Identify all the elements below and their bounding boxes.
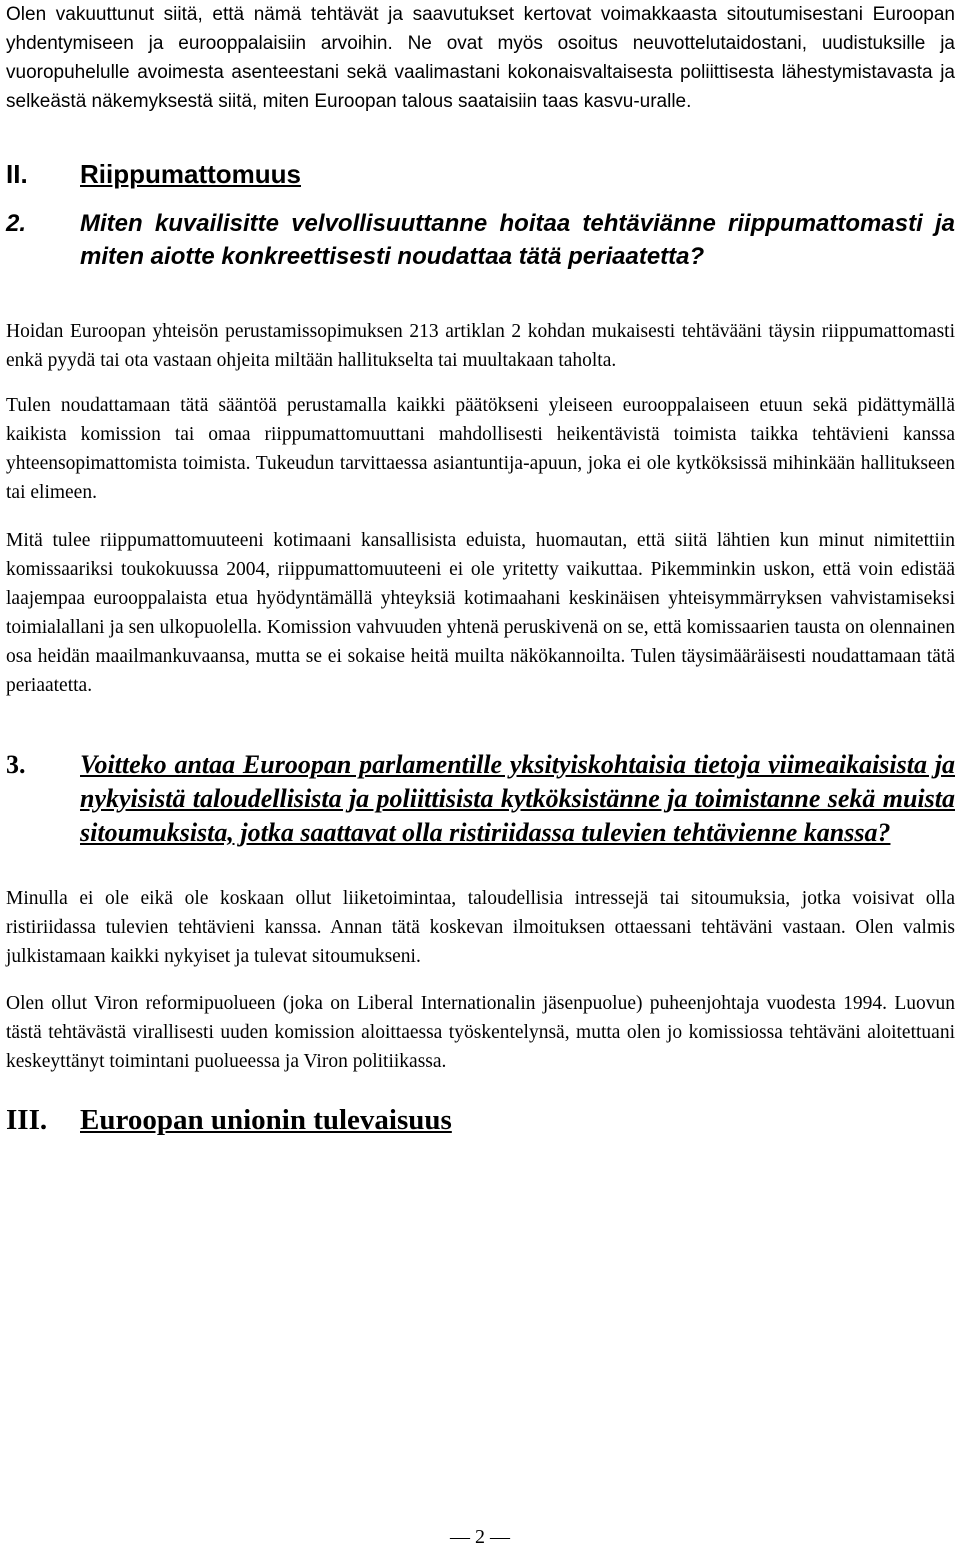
question-number: 2.	[6, 210, 27, 237]
answer-paragraph: Mitä tulee riippumattomuuteeni kotimaani kansallisista eduista, huomautan, että siitä lähtien kun minut nimitettiin komissaariksi toukokuussa 2004, riippumattomuuteeni ei ole yritetty vaikuttaa. Pikemminkin uskon, että voin edistää laajempaa eurooppalaista etua hyödyntämällä yhteyksiä kotimaahani keskinäisen yhteisymmärryksen vahvistamiseksi toimialallani ja sen ulkopuolella. Komission vahvuuden yhtenä peruskivenä on se, että komissaarien tausta on olennainen osa heidän maailmankuvaansa, mutta se ei sokaise heitä muilta näkökannoilta. Tulen täysimääräisesti noudattamaan tätä periaatetta.	[6, 530, 955, 696]
question-number: 3.	[6, 750, 26, 779]
section-heading-independence	[6, 158, 955, 190]
question-text: Miten kuvailisitte velvollisuuttanne hoitaa tehtäviänne riippumattomasti ja miten aiotte konkreettisesti noudattaa tätä periaatetta?	[80, 210, 955, 270]
section-number: II.	[6, 159, 28, 189]
answer-paragraph: Tulen noudattamaan tätä sääntöä perustamalla kaikki päätökseni yleiseen eurooppalaiseen etuun sekä pidättymällä kaikista komission tai omaa riippumattomuuttani mahdollisesti heikentävistä toimista taikka tehtävieni kanssa yhteensopimattomista toimista. Tukeudun tarvittaessa asiantuntija-apuun, joka ei ole kytköksissä mihinkään hallitukseen tai elimeen.	[6, 395, 955, 503]
document-page	[6, 0, 955, 1136]
section-title: Riippumattomuus	[80, 159, 301, 189]
answer-paragraph: Hoidan Euroopan yhteisön perustamissopimuksen 213 artiklan 2 kohdan mukaisesti tehtävääni täysin riippumattomasti enkä pyydä tai ota vastaan ohjeita miltään hallitukselta tai muultakaan taholta.	[6, 321, 955, 371]
answer-paragraph: Minulla ei ole eikä ole koskaan ollut liiketoimintaa, taloudellisia intressejä tai sitoumuksia, jotka voisivat olla ristiriidassa tulevien tehtävieni kanssa. Annan tätä koskevan ilmoituksen ottaessani tehtäväni vastaan. Olen valmis julkistamaan kaikki nykyiset ja tulevat sitoumukseni.	[6, 888, 955, 967]
section-number: III.	[6, 1104, 48, 1136]
page-number: — 2 —	[450, 1526, 510, 1548]
question-3	[6, 748, 955, 850]
question-text: Voitteko antaa Euroopan parlamentille yksityiskohtaisia tietoja viimeaikaisista ja nykyisistä taloudellisista ja poliittisista kytköksistänne ja toimistanne sekä muista sitoumuksista, jotka saattavat olla ristiriidassa tulevien tehtävienne kanssa?	[80, 750, 955, 847]
answer-paragraph: Olen ollut Viron reformipuolueen (joka on Liberal Internationalin jäsenpuolue) puheenjohtaja vuodesta 1994. Luovun tästä tehtävästä virallisesti uuden komission aloittaessa työskentelynsä, mutta olen jo komissiossa tehtäväni aloitettuani keskeyttänyt toimintani puolueessa ja Viron politiikassa.	[6, 993, 955, 1072]
question-2	[6, 207, 955, 273]
section-title: Euroopan unionin tulevaisuus	[80, 1104, 452, 1136]
section-heading-eu-future	[6, 1104, 955, 1136]
intro-paragraph: Olen vakuuttunut siitä, että nämä tehtävät ja saavutukset kertovat voimakkaasta sitoutumisestani Euroopan yhdentymiseen ja eurooppalaisiin arvoihin. Ne ovat myös osoitus neuvottelutaidostani, uudistuksille ja vuoropuhelulle avoimesta asenteestani sekä vaalimastani kokonaisvaltaisesta poliittisesta lähestymistavasta ja selkeästä näkemyksestä siitä, miten Euroopan talous saataisiin taas kasvu-uralle.	[6, 4, 955, 112]
